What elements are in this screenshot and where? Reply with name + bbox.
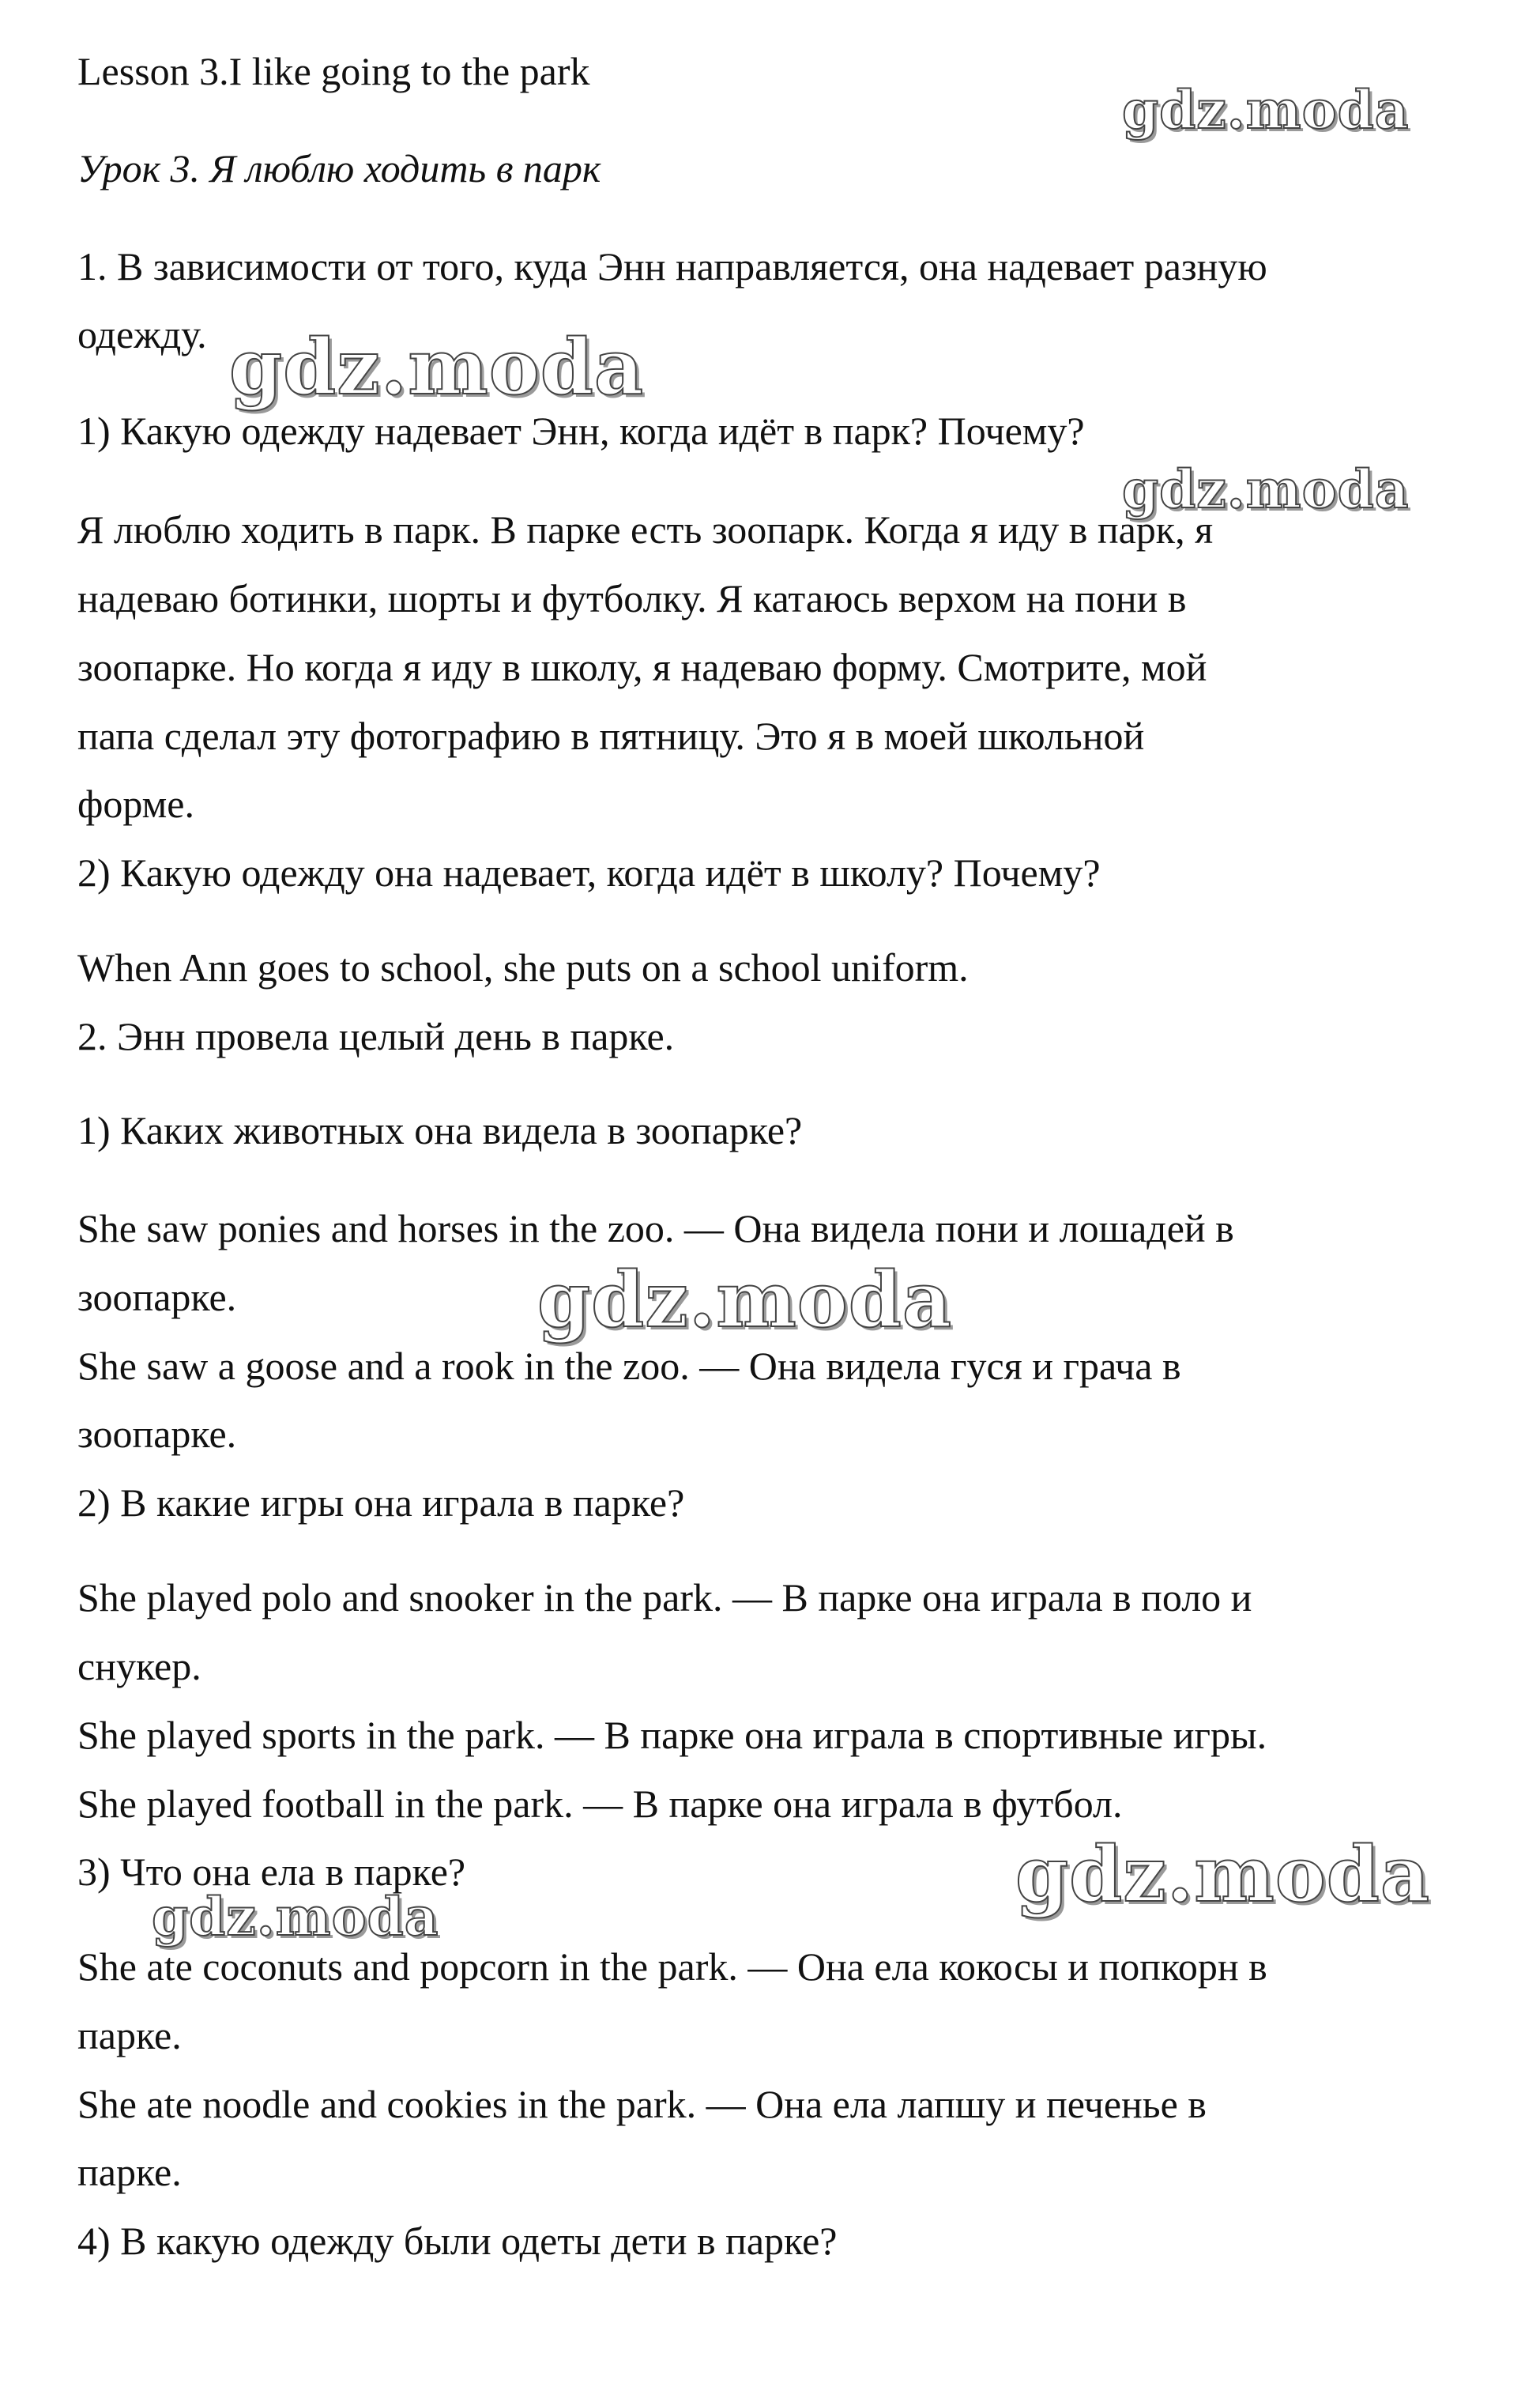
lesson-title-en: Lesson 3.I like going to the park [77, 49, 590, 93]
watermark-logo: gdz.moda [229, 322, 645, 412]
answer-line: зоопарке. [77, 1412, 237, 1456]
answer-line: When Ann goes to school, she puts on a school uniform. [77, 945, 969, 990]
answer-line: She played football in the park. — В парке она играла в футбол. [77, 1782, 1123, 1826]
answer-paragraph-line: форме. [77, 782, 194, 826]
answer-line: She ate noodle and cookies in the park. — Она ела лапшу и печенье в [77, 2082, 1207, 2126]
task-2-heading: 2. Энн провела целый день в парке. [77, 1014, 675, 1058]
watermark-logo: gdz.moda [1122, 458, 1410, 520]
question-2-3: 3) Что она ела в парке? [77, 1850, 466, 1894]
answer-line: зоопарке. [77, 1275, 237, 1319]
answer-line: She played polo and snooker in the park. — В парке она играла в поло и [77, 1575, 1252, 1620]
lesson-title-ru: Урок 3. Я люблю ходить в парк [77, 146, 601, 190]
answer-paragraph-line: зоопарке. Но когда я иду в школу, я надеваю форму. Смотрите, мой [77, 645, 1207, 689]
question-2-2: 2) В какие игры она играла в парке? [77, 1480, 685, 1525]
watermark-logo: gdz.moda [537, 1255, 953, 1344]
answer-line: She played sports in the park. — В парке она играла в спортивные игры. [77, 1713, 1267, 1757]
watermark-logo: gdz.moda [1122, 79, 1410, 141]
watermark-logo: gdz.moda [152, 1886, 439, 1948]
question-2-4: 4) В какую одежду были одеты дети в парке? [77, 2219, 838, 2263]
question-1-1: 1) Какую одежду надевает Энн, когда идёт в парк? Почему? [77, 409, 1085, 453]
answer-paragraph-line: Я люблю ходить в парк. В парке есть зоопарк. Когда я иду в парк, я [77, 507, 1214, 552]
question-1-2: 2) Какую одежду она надевает, когда идёт в школу? Почему? [77, 850, 1101, 895]
answer-line: She saw a goose and a rook in the zoo. — Она видела гуся и грача в [77, 1344, 1181, 1388]
answer-line: снукер. [77, 1644, 201, 1688]
answer-paragraph-line: папа сделал эту фотографию в пятницу. Это я в моей школьной [77, 714, 1145, 758]
answer-line: She saw ponies and horses in the zoo. — Она видела пони и лошадей в [77, 1206, 1234, 1250]
answer-paragraph-line: надеваю ботинки, шорты и футболку. Я катаюсь верхом на пони в [77, 576, 1187, 620]
question-2-1: 1) Каких животных она видела в зоопарке? [77, 1108, 803, 1152]
watermark-logo: gdz.moda [1015, 1830, 1431, 1919]
task-1-heading: 1. В зависимости от того, куда Энн направляется, она надевает разную [77, 244, 1267, 288]
answer-line: She ate coconuts and popcorn in the park. — Она ела кокосы и попкорн в [77, 1944, 1267, 1989]
answer-line: парке. [77, 2150, 182, 2194]
answer-line: парке. [77, 2013, 182, 2057]
task-1-heading-cont: одежду. [77, 312, 207, 356]
